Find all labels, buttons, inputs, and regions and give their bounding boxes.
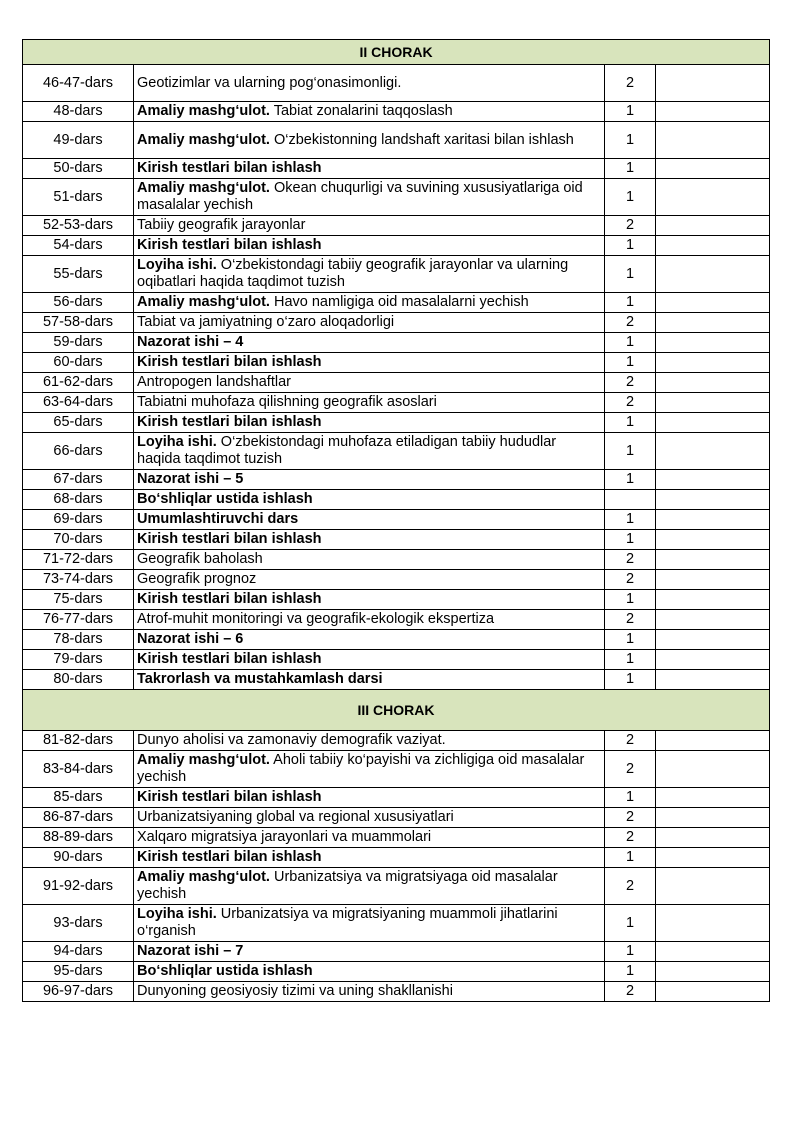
lesson-number: 68-dars: [23, 490, 134, 510]
lesson-number: 46-47-dars: [23, 65, 134, 102]
table-row: [23, 942, 770, 962]
lesson-topic: [134, 942, 605, 962]
lesson-note: [656, 373, 770, 393]
table-row: [23, 650, 770, 670]
lesson-number: 79-dars: [23, 650, 134, 670]
section-header: [23, 690, 770, 731]
table-row: [23, 570, 770, 590]
lesson-hours: 2: [605, 828, 656, 848]
lesson-topic: [134, 905, 605, 942]
lesson-topic: [134, 433, 605, 470]
lesson-note: [656, 808, 770, 828]
lesson-hours: 1: [605, 670, 656, 690]
lesson-topic-text: Atrof-muhit monitoringi va geografik-ekologik ekspertiza: [137, 611, 495, 627]
lesson-topic-text: Urbanizatsiyaning global va regional xususiyatlari: [137, 809, 454, 825]
lesson-hours: 1: [605, 788, 656, 808]
lesson-number: 93-dars: [23, 905, 134, 942]
lesson-hours: 2: [605, 216, 656, 236]
lesson-hours: 2: [605, 610, 656, 630]
lesson-number: 49-dars: [23, 122, 134, 159]
table-row: [23, 470, 770, 490]
lesson-note: [656, 942, 770, 962]
lesson-topic-text: Xalqaro migratsiya jarayonlari va muammolari: [137, 829, 432, 845]
table-row: [23, 433, 770, 470]
lesson-type: Kirish testlari bilan ishlash: [137, 591, 322, 607]
lesson-number: 48-dars: [23, 102, 134, 122]
section-title: III CHORAK: [23, 690, 770, 731]
lesson-number: 73-74-dars: [23, 570, 134, 590]
lesson-note: [656, 490, 770, 510]
lesson-note: [656, 353, 770, 373]
table-row: [23, 236, 770, 256]
lesson-hours: 1: [605, 159, 656, 179]
lesson-note: [656, 982, 770, 1002]
table-row: [23, 808, 770, 828]
table-row: [23, 982, 770, 1002]
lesson-topic: [134, 670, 605, 690]
lesson-hours: 1: [605, 413, 656, 433]
lesson-note: [656, 570, 770, 590]
lesson-type: Kirish testlari bilan ishlash: [137, 160, 322, 176]
lesson-number: 59-dars: [23, 333, 134, 353]
lesson-number: 67-dars: [23, 470, 134, 490]
lesson-topic-text: Havo namligiga oid masalalarni yechish: [269, 294, 529, 310]
table-row: [23, 353, 770, 373]
lesson-topic: [134, 610, 605, 630]
lesson-topic: [134, 313, 605, 333]
lesson-number: 83-84-dars: [23, 751, 134, 788]
lesson-number: 96-97-dars: [23, 982, 134, 1002]
table-row: [23, 670, 770, 690]
lesson-note: [656, 159, 770, 179]
lesson-note: [656, 433, 770, 470]
table-row: [23, 413, 770, 433]
lesson-note: [656, 828, 770, 848]
lesson-note: [656, 751, 770, 788]
lesson-number: 88-89-dars: [23, 828, 134, 848]
lesson-type: Nazorat ishi – 7: [137, 943, 244, 959]
lesson-type: Amaliy mashg‘ulot.: [137, 180, 270, 196]
lesson-hours: 2: [605, 65, 656, 102]
lesson-type: Bo‘shliqlar ustida ishlash: [137, 963, 313, 979]
lesson-type: Loyiha ishi.: [137, 906, 217, 922]
lesson-topic: [134, 808, 605, 828]
lesson-topic: [134, 236, 605, 256]
lesson-hours: 1: [605, 510, 656, 530]
lesson-hours: 2: [605, 550, 656, 570]
lesson-topic: [134, 510, 605, 530]
lesson-topic: [134, 751, 605, 788]
table-row: [23, 550, 770, 570]
lesson-number: 81-82-dars: [23, 731, 134, 751]
lesson-number: 69-dars: [23, 510, 134, 530]
lesson-topic-text: Aholi tabiiy ko‘payishi va zichligiga oid masalalar yechish: [137, 752, 585, 785]
table-row: [23, 962, 770, 982]
lesson-note: [656, 590, 770, 610]
lesson-topic: [134, 550, 605, 570]
lesson-topic: [134, 102, 605, 122]
lesson-number: 66-dars: [23, 433, 134, 470]
lesson-topic-text: Tabiatni muhofaza qilishning geografik asoslari: [137, 394, 437, 410]
lesson-note: [656, 179, 770, 216]
lesson-note: [656, 650, 770, 670]
table-row: [23, 393, 770, 413]
section-title: II CHORAK: [23, 40, 770, 65]
lesson-hours: 2: [605, 393, 656, 413]
lesson-hours: 2: [605, 313, 656, 333]
lesson-note: [656, 510, 770, 530]
table-row: [23, 333, 770, 353]
lesson-topic: [134, 490, 605, 510]
lesson-hours: 2: [605, 373, 656, 393]
lesson-hours: 1: [605, 236, 656, 256]
lesson-type: Loyiha ishi.: [137, 257, 217, 273]
lesson-topic: [134, 530, 605, 550]
lesson-type: Loyiha ishi.: [137, 434, 217, 450]
lesson-note: [656, 550, 770, 570]
table-row: [23, 590, 770, 610]
lesson-topic-text: Geografik baholash: [137, 551, 263, 567]
lesson-type: Amaliy mashg‘ulot.: [137, 131, 270, 148]
lesson-hours: 1: [605, 650, 656, 670]
lesson-note: [656, 216, 770, 236]
lesson-hours: 1: [605, 590, 656, 610]
lesson-topic-text: Geotizimlar va ularning pog‘onasimonligi.: [137, 74, 402, 91]
table-row: [23, 102, 770, 122]
lesson-number: 71-72-dars: [23, 550, 134, 570]
lesson-topic-text: Dunyoning geosiyosiy tizimi va uning shakllanishi: [137, 983, 453, 999]
lesson-topic: [134, 590, 605, 610]
lesson-number: 78-dars: [23, 630, 134, 650]
lesson-hours: 1: [605, 630, 656, 650]
table-row: [23, 731, 770, 751]
lesson-hours: 1: [605, 256, 656, 293]
lesson-topic-text: Tabiat va jamiyatning o‘zaro aloqadorligi: [137, 314, 395, 330]
lesson-hours: 1: [605, 530, 656, 550]
lesson-type: Nazorat ishi – 5: [137, 471, 244, 487]
lesson-type: Amaliy mashg‘ulot.: [137, 869, 270, 885]
lesson-hours: 2: [605, 731, 656, 751]
lesson-hours: 1: [605, 179, 656, 216]
lesson-topic: [134, 788, 605, 808]
lesson-number: 85-dars: [23, 788, 134, 808]
lesson-topic: [134, 353, 605, 373]
lesson-topic: [134, 393, 605, 413]
lesson-plan-table: [22, 39, 770, 1002]
lesson-type: Nazorat ishi – 4: [137, 334, 244, 350]
lesson-number: 91-92-dars: [23, 868, 134, 905]
lesson-note: [656, 236, 770, 256]
lesson-note: [656, 470, 770, 490]
lesson-topic: [134, 630, 605, 650]
lesson-note: [656, 413, 770, 433]
table-row: [23, 216, 770, 236]
lesson-number: 60-dars: [23, 353, 134, 373]
lesson-note: [656, 530, 770, 550]
lesson-note: [656, 731, 770, 751]
lesson-hours: 2: [605, 982, 656, 1002]
lesson-topic: [134, 731, 605, 751]
lesson-number: 55-dars: [23, 256, 134, 293]
lesson-hours: 1: [605, 962, 656, 982]
lesson-hours: 1: [605, 433, 656, 470]
lesson-type: Umumlashtiruvchi dars: [137, 511, 299, 527]
lesson-topic: [134, 65, 605, 102]
lesson-topic-text: Urbanizatsiya va migratsiyaning muammoli jihatlarini o‘rganish: [137, 906, 558, 939]
lesson-number: 63-64-dars: [23, 393, 134, 413]
lesson-note: [656, 122, 770, 159]
table-row: [23, 490, 770, 510]
lesson-note: [656, 313, 770, 333]
lesson-topic-text: O‘zbekistonning landshaft xaritasi bilan ishlash: [269, 131, 574, 148]
lesson-number: 76-77-dars: [23, 610, 134, 630]
lesson-note: [656, 868, 770, 905]
lesson-topic: [134, 962, 605, 982]
lesson-type: Kirish testlari bilan ishlash: [137, 531, 322, 547]
lesson-topic: [134, 828, 605, 848]
lesson-topic: [134, 293, 605, 313]
table-row: [23, 122, 770, 159]
lesson-hours: 1: [605, 333, 656, 353]
lesson-note: [656, 293, 770, 313]
table-row: [23, 828, 770, 848]
lesson-topic-text: Okean chuqurligi va suvining xususiyatlariga oid masalalar yechish: [137, 180, 583, 213]
lesson-type: Bo‘shliqlar ustida ishlash: [137, 491, 313, 507]
lesson-hours: 2: [605, 808, 656, 828]
lesson-number: 86-87-dars: [23, 808, 134, 828]
table-row: [23, 510, 770, 530]
lesson-topic: [134, 216, 605, 236]
table-row: [23, 848, 770, 868]
lesson-topic: [134, 413, 605, 433]
table-row: [23, 751, 770, 788]
table-row: [23, 868, 770, 905]
lesson-topic: [134, 848, 605, 868]
lesson-number: 54-dars: [23, 236, 134, 256]
lesson-hours: 1: [605, 293, 656, 313]
lesson-note: [656, 630, 770, 650]
lesson-type: Nazorat ishi – 6: [137, 631, 244, 647]
lesson-hours: 2: [605, 868, 656, 905]
lesson-type: Amaliy mashg‘ulot.: [137, 294, 270, 310]
lesson-type: Kirish testlari bilan ishlash: [137, 651, 322, 667]
lesson-type: Amaliy mashg‘ulot.: [137, 103, 270, 119]
lesson-hours: 1: [605, 353, 656, 373]
lesson-note: [656, 393, 770, 413]
lesson-hours: 1: [605, 122, 656, 159]
lesson-type: Kirish testlari bilan ishlash: [137, 237, 322, 253]
lesson-number: 51-dars: [23, 179, 134, 216]
lesson-type: Kirish testlari bilan ishlash: [137, 849, 322, 865]
lesson-topic-text: Urbanizatsiya va migratsiyaga oid masalalar yechish: [137, 869, 558, 902]
lesson-topic: [134, 470, 605, 490]
lesson-note: [656, 670, 770, 690]
lesson-topic-text: Antropogen landshaftlar: [137, 374, 291, 390]
lesson-note: [656, 905, 770, 942]
lesson-topic-text: Tabiiy geografik jarayonlar: [137, 217, 306, 233]
lesson-topic-text: O‘zbekistondagi tabiiy geografik jarayonlar va ularning oqibatlari haqida taqdimot tuzish: [137, 257, 569, 290]
lesson-note: [656, 610, 770, 630]
lesson-topic: [134, 650, 605, 670]
lesson-number: 61-62-dars: [23, 373, 134, 393]
lesson-topic-text: O‘zbekistondagi muhofaza etiladigan tabiiy hududlar haqida taqdimot tuzish: [137, 434, 557, 467]
lesson-topic-text: Geografik prognoz: [137, 571, 257, 587]
lesson-type: Takrorlash va mustahkamlash darsi: [137, 671, 383, 687]
lesson-topic-text: Tabiat zonalarini taqqoslash: [269, 103, 453, 119]
lesson-topic: [134, 982, 605, 1002]
lesson-hours: [605, 490, 656, 510]
lesson-note: [656, 848, 770, 868]
lesson-type: Kirish testlari bilan ishlash: [137, 789, 322, 805]
lesson-topic: [134, 122, 605, 159]
table-row: [23, 159, 770, 179]
table-row: [23, 610, 770, 630]
lesson-number: 57-58-dars: [23, 313, 134, 333]
lesson-number: 94-dars: [23, 942, 134, 962]
table-row: [23, 905, 770, 942]
lesson-plan-body: [23, 40, 770, 1002]
lesson-number: 90-dars: [23, 848, 134, 868]
lesson-type: Kirish testlari bilan ishlash: [137, 414, 322, 430]
table-row: [23, 788, 770, 808]
table-row: [23, 179, 770, 216]
lesson-topic: [134, 373, 605, 393]
table-row: [23, 65, 770, 102]
table-row: [23, 256, 770, 293]
lesson-type: Amaliy mashg‘ulot.: [137, 752, 270, 768]
lesson-number: 52-53-dars: [23, 216, 134, 236]
lesson-topic: [134, 333, 605, 353]
table-row: [23, 530, 770, 550]
lesson-number: 70-dars: [23, 530, 134, 550]
lesson-topic: [134, 570, 605, 590]
lesson-hours: 1: [605, 848, 656, 868]
lesson-hours: 2: [605, 570, 656, 590]
lesson-number: 50-dars: [23, 159, 134, 179]
lesson-topic: [134, 256, 605, 293]
lesson-hours: 2: [605, 751, 656, 788]
lesson-note: [656, 65, 770, 102]
lesson-topic: [134, 159, 605, 179]
lesson-note: [656, 788, 770, 808]
table-row: [23, 293, 770, 313]
section-header: [23, 40, 770, 65]
lesson-topic: [134, 868, 605, 905]
lesson-note: [656, 256, 770, 293]
lesson-topic-text: Dunyo aholisi va zamonaviy demografik vaziyat.: [137, 732, 446, 748]
table-row: [23, 313, 770, 333]
lesson-topic: [134, 179, 605, 216]
lesson-hours: 1: [605, 905, 656, 942]
lesson-number: 75-dars: [23, 590, 134, 610]
lesson-number: 65-dars: [23, 413, 134, 433]
lesson-note: [656, 333, 770, 353]
lesson-note: [656, 102, 770, 122]
table-row: [23, 373, 770, 393]
lesson-type: Kirish testlari bilan ishlash: [137, 354, 322, 370]
lesson-hours: 1: [605, 102, 656, 122]
lesson-number: 80-dars: [23, 670, 134, 690]
table-row: [23, 630, 770, 650]
lesson-number: 95-dars: [23, 962, 134, 982]
lesson-hours: 1: [605, 470, 656, 490]
lesson-hours: 1: [605, 942, 656, 962]
lesson-number: 56-dars: [23, 293, 134, 313]
lesson-note: [656, 962, 770, 982]
